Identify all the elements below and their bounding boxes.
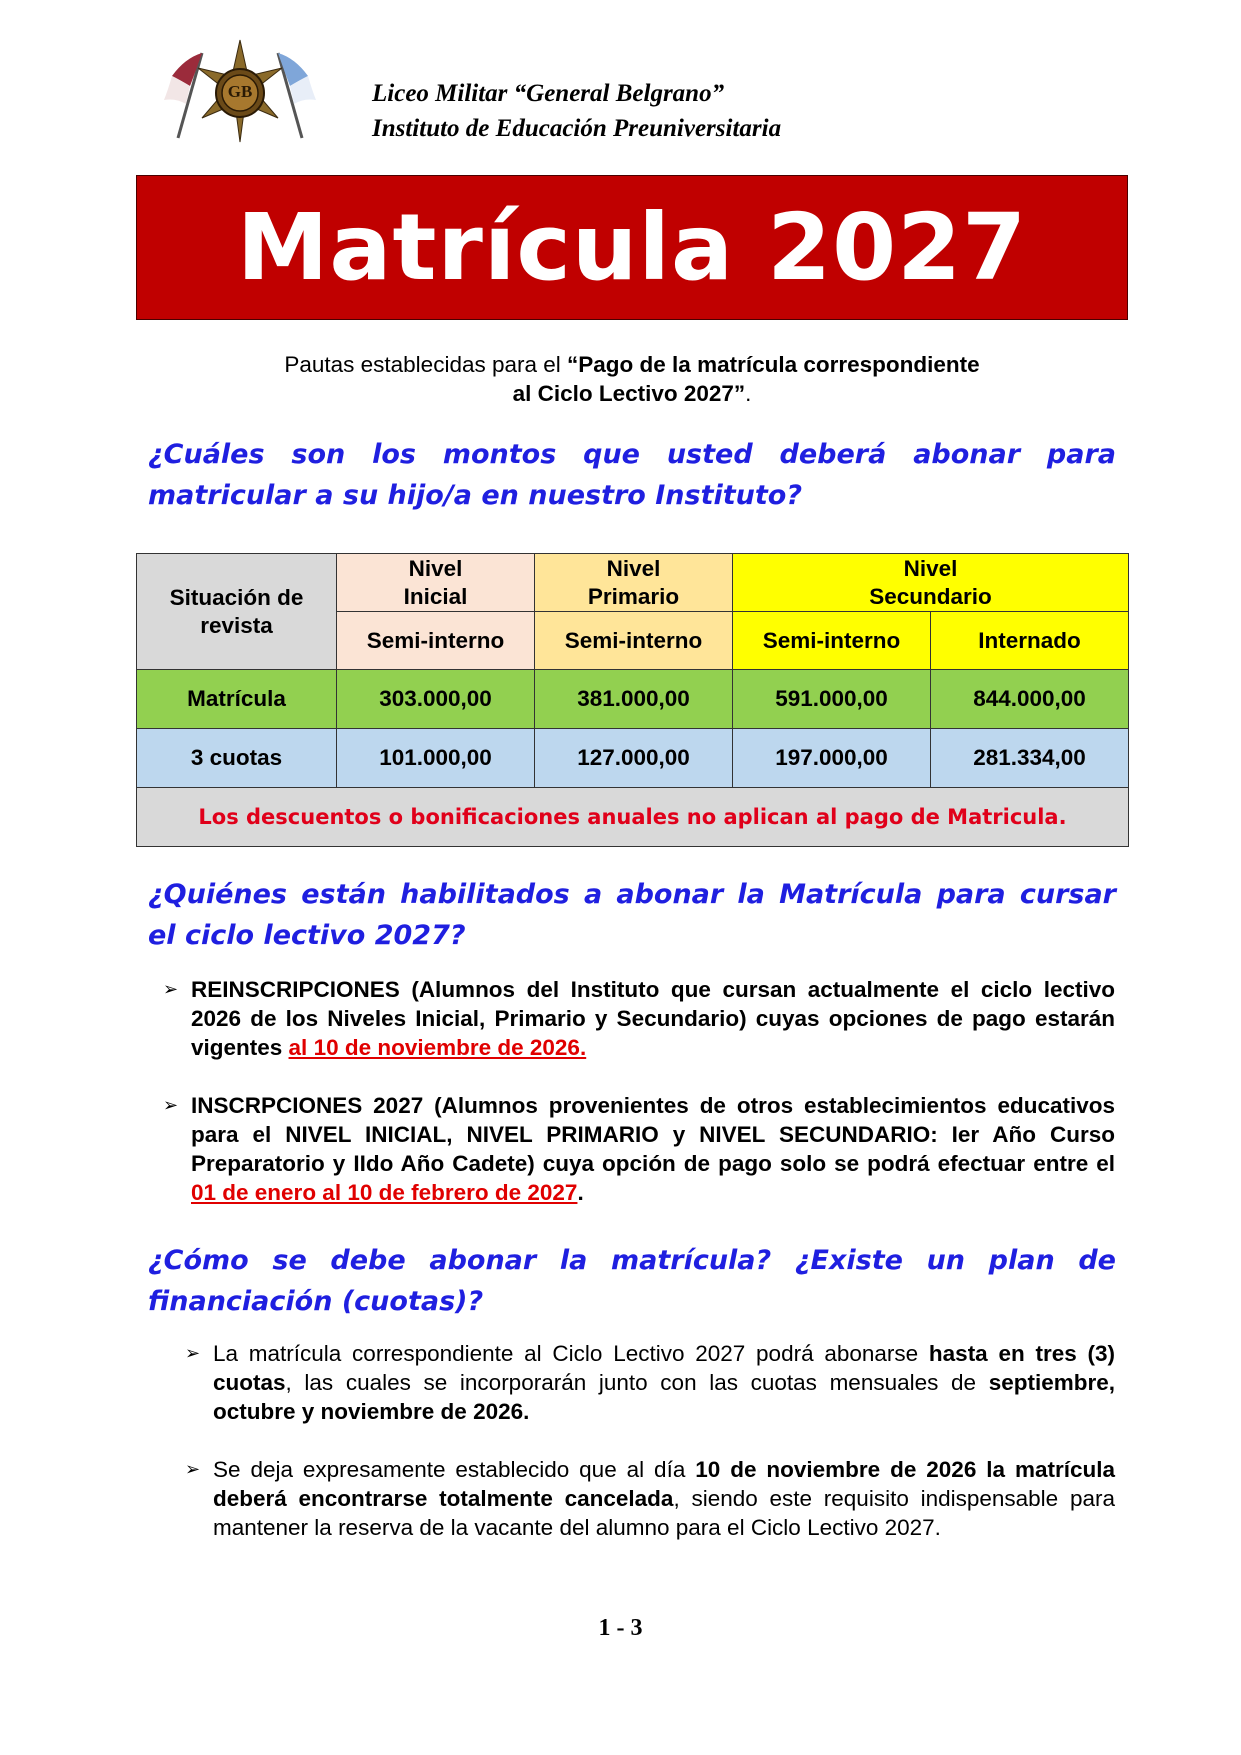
subheader-primario-semi: Semi-interno <box>535 612 733 670</box>
subheader-secundario-semi: Semi-interno <box>733 612 931 670</box>
cuotas-bold-1: hasta en tres (3) cuotas <box>213 1341 1115 1395</box>
intro-bold-2: al Ciclo Lectivo 2027” <box>512 381 746 406</box>
list-item-text <box>213 1455 1115 1542</box>
row-label-cuotas: 3 cuotas <box>137 729 337 788</box>
situacion-header-text: Situación de revista <box>169 584 304 638</box>
question-eligibility-line1: ¿Quiénes están habilitados a abonar la Matrícula para cursar <box>148 879 1116 910</box>
table-cell: 197.000,00 <box>733 729 931 788</box>
arrow-bullet-icon: ➢ <box>163 979 179 1000</box>
table-cell: 591.000,00 <box>733 670 931 729</box>
table-cell: 844.000,00 <box>931 670 1129 729</box>
subheader-secundario-internado: Internado <box>931 612 1129 670</box>
reinscripciones-text: REINSCRIPCIONES (Alumnos del Instituto que cursan actualmente el ciclo lectivo 2026 de los Niveles Inicial, Primario y Secundario) cuyas opciones de pago estarán vigentes <box>191 977 1115 1060</box>
level-inicial-header <box>337 554 535 612</box>
table-cell: 281.334,00 <box>931 729 1129 788</box>
cuotas-text-2: , las cuales se incorporarán junto con las cuotas mensuales de <box>285 1370 989 1395</box>
discount-note: Los descuentos o bonificaciones anuales no aplican al pago de Matricula. <box>137 788 1129 847</box>
deadline-bold: 10 de noviembre de 2026 la matrícula deberá encontrarse totalmente cancelada <box>213 1457 1115 1511</box>
reinscripciones-date: al 10 de noviembre de 2026. <box>288 1035 587 1060</box>
page-title: Matrícula 2027 <box>236 193 1028 301</box>
intro-paragraph <box>136 350 1128 408</box>
situacion-header <box>137 554 337 670</box>
inscripciones-end: . <box>577 1180 584 1205</box>
row-label-matricula: Matrícula <box>137 670 337 729</box>
arrow-bullet-icon: ➢ <box>185 1459 201 1480</box>
list-item-text <box>191 975 1115 1062</box>
level-secundario-text: Nivel Secundario <box>869 555 992 609</box>
inscripciones-date: 01 de enero al 10 de febrero de 2027 <box>191 1180 578 1205</box>
deadline-text-1: Se deja expresamente establecido que al día <box>213 1457 696 1482</box>
eligibility-list <box>163 975 1115 1207</box>
list-item <box>185 1455 1115 1542</box>
subheader-inicial-semi: Semi-interno <box>337 612 535 670</box>
title-banner <box>136 175 1128 320</box>
table-cell: 127.000,00 <box>535 729 733 788</box>
list-item-text <box>213 1339 1115 1426</box>
table-row <box>137 729 1129 788</box>
question-payment-line2: financiación (cuotas)? <box>148 1286 484 1317</box>
cuotas-bold-2: septiembre, octubre y noviembre de 2026. <box>213 1370 1115 1424</box>
institution-subtitle: Instituto de Educación Preuniversitaria <box>372 115 782 142</box>
school-crest-logo <box>150 38 330 148</box>
table-row <box>137 670 1129 729</box>
intro-end: . <box>745 381 752 406</box>
page-number: 1 - 3 <box>598 1615 643 1641</box>
deadline-text-2: , siendo este requisito indispensable para mantener la reserva de la vacante del alumno para el Ciclo Lectivo 2027. <box>213 1486 1115 1540</box>
fees-table <box>136 553 1129 847</box>
question-eligibility-line2: el ciclo lectivo 2027? <box>148 920 466 951</box>
level-primario-text: Nivel Primario <box>587 555 680 609</box>
cuotas-text-1: La matrícula correspondiente al Ciclo Lectivo 2027 podrá abonarse <box>213 1341 929 1366</box>
logo-initials: GB <box>227 82 253 101</box>
list-item <box>163 1091 1115 1207</box>
payment-list <box>185 1339 1115 1542</box>
question-amounts-line2: matricular a su hijo/a en nuestro Instituto? <box>148 480 802 511</box>
table-cell: 303.000,00 <box>337 670 535 729</box>
question-eligibility <box>148 874 1116 956</box>
intro-text: Pautas establecidas para el <box>284 352 568 377</box>
list-item-text <box>191 1091 1115 1207</box>
list-item <box>185 1339 1115 1426</box>
arrow-bullet-icon: ➢ <box>185 1343 201 1364</box>
table-cell: 101.000,00 <box>337 729 535 788</box>
list-item <box>163 975 1115 1062</box>
institution-header <box>372 76 781 146</box>
question-amounts <box>148 434 1116 516</box>
level-inicial-text: Nivel Inicial <box>403 555 468 609</box>
level-secundario-header <box>733 554 1129 612</box>
inscripciones-text: INSCRPCIONES 2027 (Alumnos provenientes de otros establecimientos educativos para el NIVEL INICIAL, NIVEL PRIMARIO y NIVEL SECUNDARIO: Ier Año Curso Preparatorio y IIdo Año Cadete) cuya opción de pago solo se podrá efectuar entre el <box>191 1093 1115 1176</box>
question-payment-plan <box>148 1240 1116 1322</box>
question-payment-line1: ¿Cómo se debe abonar la matrícula? ¿Existe un plan de <box>148 1245 1116 1276</box>
table-note-row <box>137 788 1129 847</box>
table-cell: 381.000,00 <box>535 670 733 729</box>
intro-bold-1: “Pago de la matrícula correspondiente <box>567 352 980 377</box>
institution-name: Liceo Militar “General Belgrano” <box>372 80 725 107</box>
question-amounts-line1: ¿Cuáles son los montos que usted deberá abonar para <box>148 439 1116 470</box>
arrow-bullet-icon: ➢ <box>163 1095 179 1116</box>
level-primario-header <box>535 554 733 612</box>
